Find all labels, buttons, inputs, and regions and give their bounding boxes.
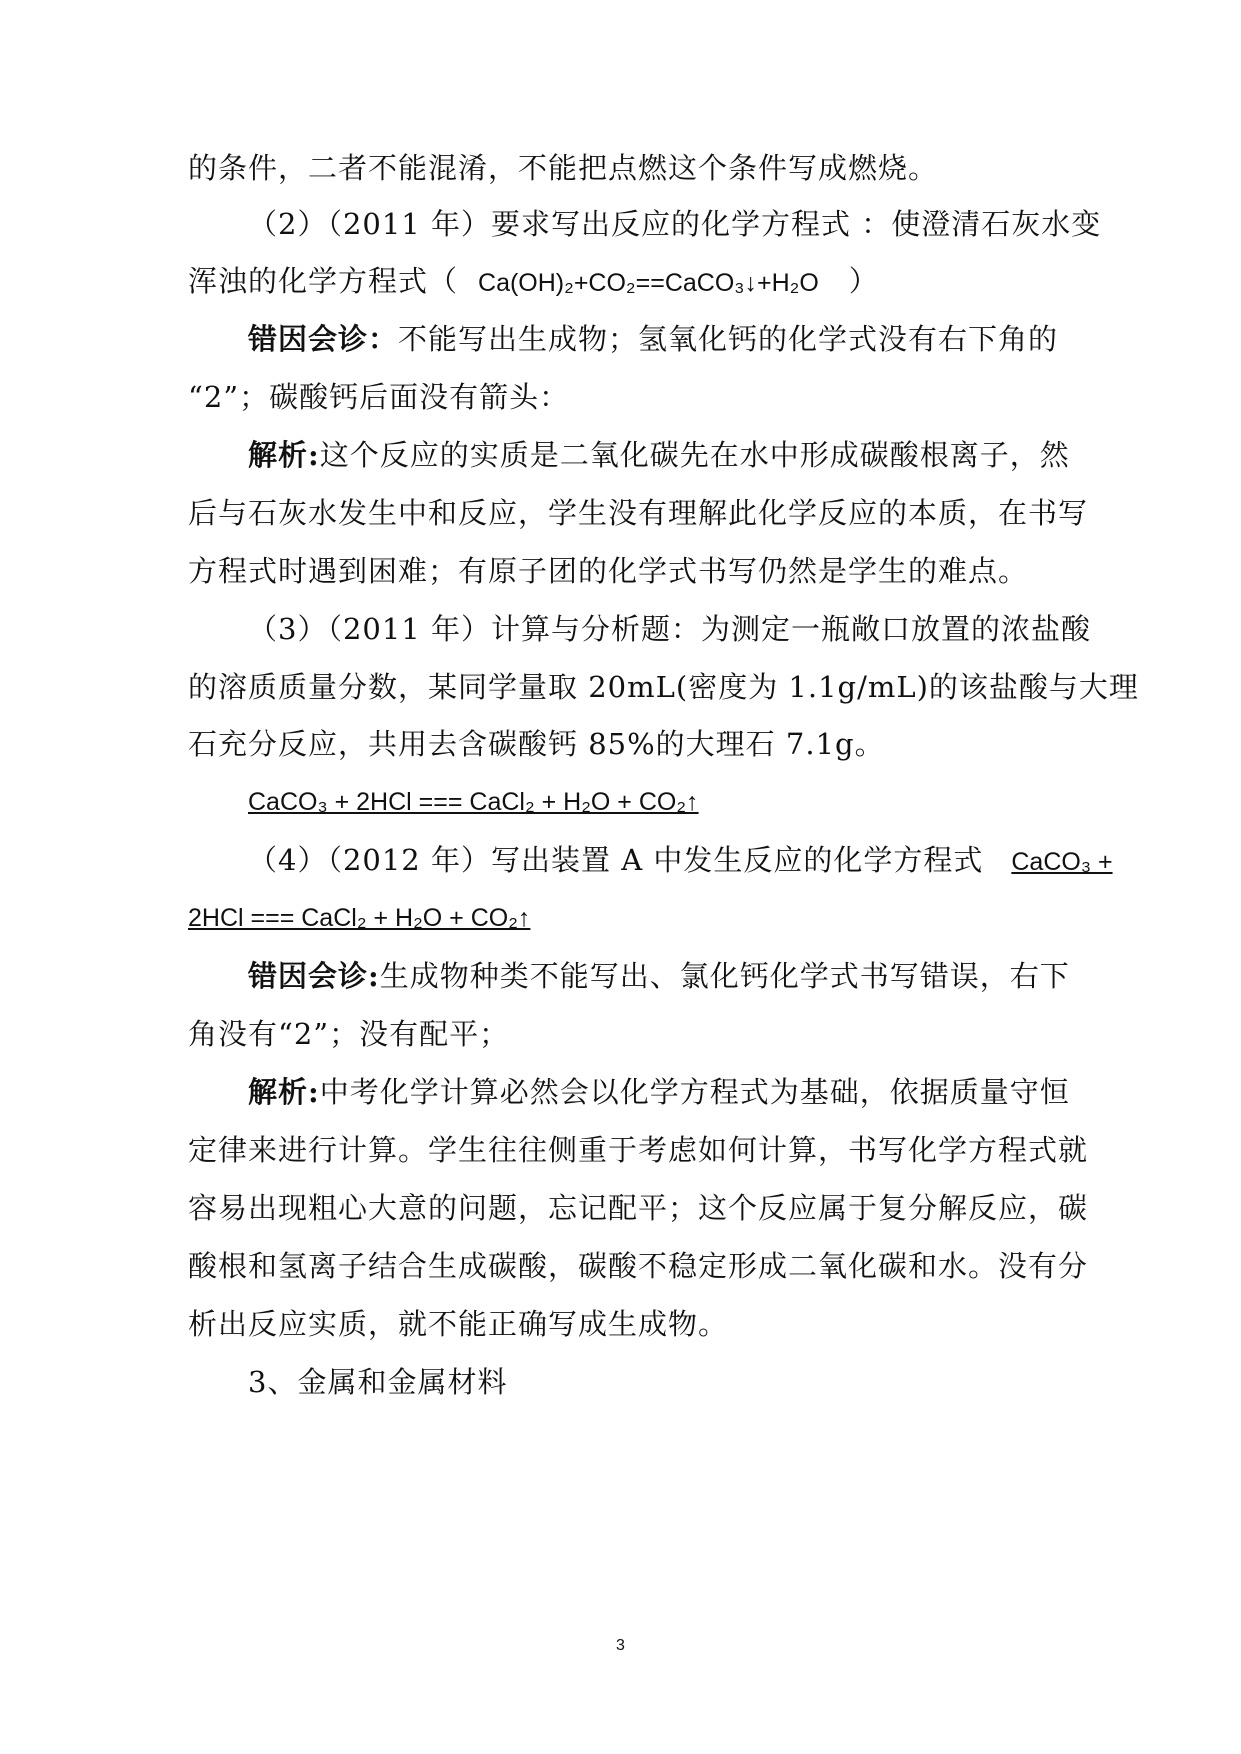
page-number: 3	[616, 1637, 625, 1654]
paragraph-line: 方程式时遇到困难；有原子团的化学式书写仍然是学生的难点。	[188, 554, 1029, 588]
paragraph-line: 容易出现粗心大意的问题，忘记配平；这个反应属于复分解反应，碳	[188, 1191, 1089, 1225]
line-text: 浑浊的化学方程式（	[188, 264, 459, 298]
paragraph-line: 析出反应实质，就不能正确写成生成物。	[188, 1307, 729, 1341]
paragraph-line: 石充分反应，共用去含碳酸钙 85%的大理石 7.1g。	[188, 727, 885, 761]
paragraph-line	[248, 1072, 1070, 1112]
paragraph-line: 的溶质质量分数，某同学量取 20mL(密度为 1.1g/mL)的该盐酸与大理	[188, 670, 1139, 704]
section-label: 错因会诊:	[248, 959, 380, 993]
line-text: 不能写出生成物；氢氧化钙的化学式没有右下角的	[398, 322, 1059, 356]
section-heading: 3、金属和金属材料	[248, 1365, 508, 1399]
section-label: 错因会诊：	[248, 322, 399, 356]
chemical-equation: 2HCl === CaCl₂ + H₂O + CO₂↑	[188, 904, 531, 932]
paragraph-line	[248, 840, 1113, 882]
paragraph-line: 后与石灰水发生中和反应，学生没有理解此化学反应的本质，在书写	[188, 496, 1089, 530]
chemical-equation: Ca(OH)₂+CO₂==CaCO₃↓+H₂O	[478, 269, 819, 297]
chemical-equation: CaCO₃ + 2HCl === CaCl₂ + H₂O + CO₂↑	[248, 788, 699, 816]
line-text: 中考化学计算必然会以化学方程式为基础，依据质量守恒	[319, 1075, 1070, 1109]
section-label: 解析:	[248, 438, 320, 472]
line-text: （4）（2012 年）写出装置 A 中发生反应的化学方程式	[248, 843, 984, 877]
paragraph-line: 酸根和氢离子结合生成碳酸，碳酸不稳定形成二氧化碳和水。没有分	[188, 1249, 1089, 1283]
paragraph-line	[248, 319, 1058, 359]
paragraph-line: 定律来进行计算。学生往往侧重于考虑如何计算，书写化学方程式就	[188, 1133, 1089, 1167]
line-text: ）	[848, 264, 879, 298]
paragraph-line: 角没有“2”；没有配平；	[188, 1017, 510, 1051]
paragraph-line: “2”；碳酸钙后面没有箭头：	[188, 380, 570, 414]
paragraph-line: （3）（2011 年）计算与分析题：为测定一瓶敞口放置的浓盐酸	[248, 612, 1091, 646]
paragraph-line	[248, 956, 1070, 996]
section-label: 解析:	[248, 1075, 320, 1109]
paragraph-line	[248, 435, 1070, 475]
paragraph-line: （2）（2011 年）要求写出反应的化学方程式 ：使澄清石灰水变	[248, 207, 1102, 241]
line-text: 生成物种类不能写出、氯化钙化学式书写错误，右下	[379, 959, 1070, 993]
chemical-equation: CaCO₃ +	[1011, 848, 1113, 876]
line-text: 这个反应的实质是二氧化碳先在水中形成碳酸根离子，然	[319, 438, 1070, 472]
paragraph-line	[188, 261, 1058, 303]
paragraph-line: 的条件，二者不能混淆，不能把点燃这个条件写成燃烧。	[188, 151, 939, 185]
